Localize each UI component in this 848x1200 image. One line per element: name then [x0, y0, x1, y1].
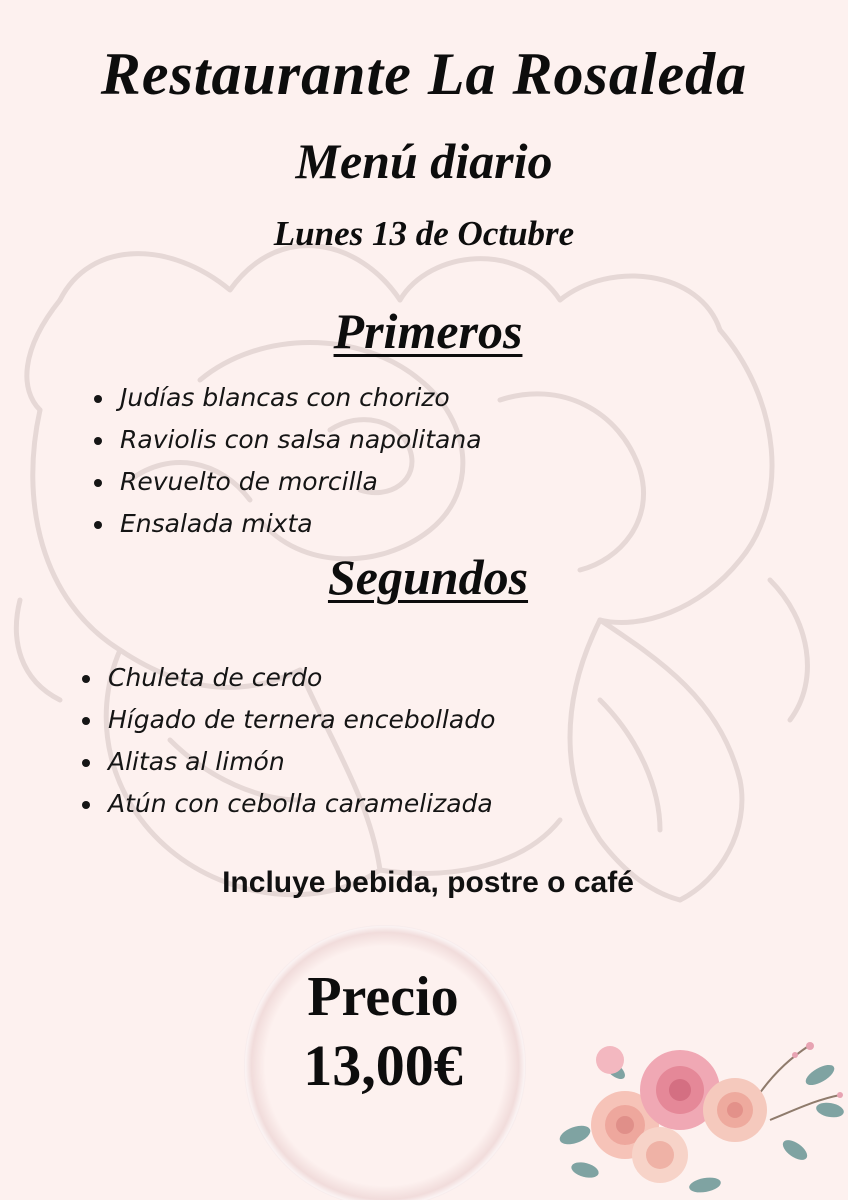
includes-note: Incluye bebida, postre o café: [222, 866, 634, 899]
menu-title: Menú diario: [295, 133, 553, 189]
list-item: Ensalada mixta: [94, 503, 482, 545]
section-title-primeros: Primeros: [333, 303, 523, 359]
pink-roses-bouquet-icon: [555, 1040, 848, 1200]
list-item: Alitas al limón: [82, 741, 495, 783]
list-item: Atún con cebolla caramelizada: [82, 783, 495, 825]
menu-date: Lunes 13 de Octubre: [273, 214, 575, 253]
list-item: Raviolis con salsa napolitana: [94, 419, 482, 461]
price-label: Precio: [307, 966, 459, 1028]
section-title-segundos: Segundos: [327, 549, 529, 605]
primeros-list: [94, 377, 482, 545]
list-item: Hígado de ternera encebollado: [82, 699, 495, 741]
list-item: Judías blancas con chorizo: [94, 377, 482, 419]
restaurant-name: Restaurante La Rosaleda: [100, 41, 748, 107]
list-item: Chuleta de cerdo: [82, 657, 495, 699]
segundos-list: [82, 657, 495, 825]
price-value: 13,00€: [303, 1033, 463, 1098]
list-item: Revuelto de morcilla: [94, 461, 482, 503]
